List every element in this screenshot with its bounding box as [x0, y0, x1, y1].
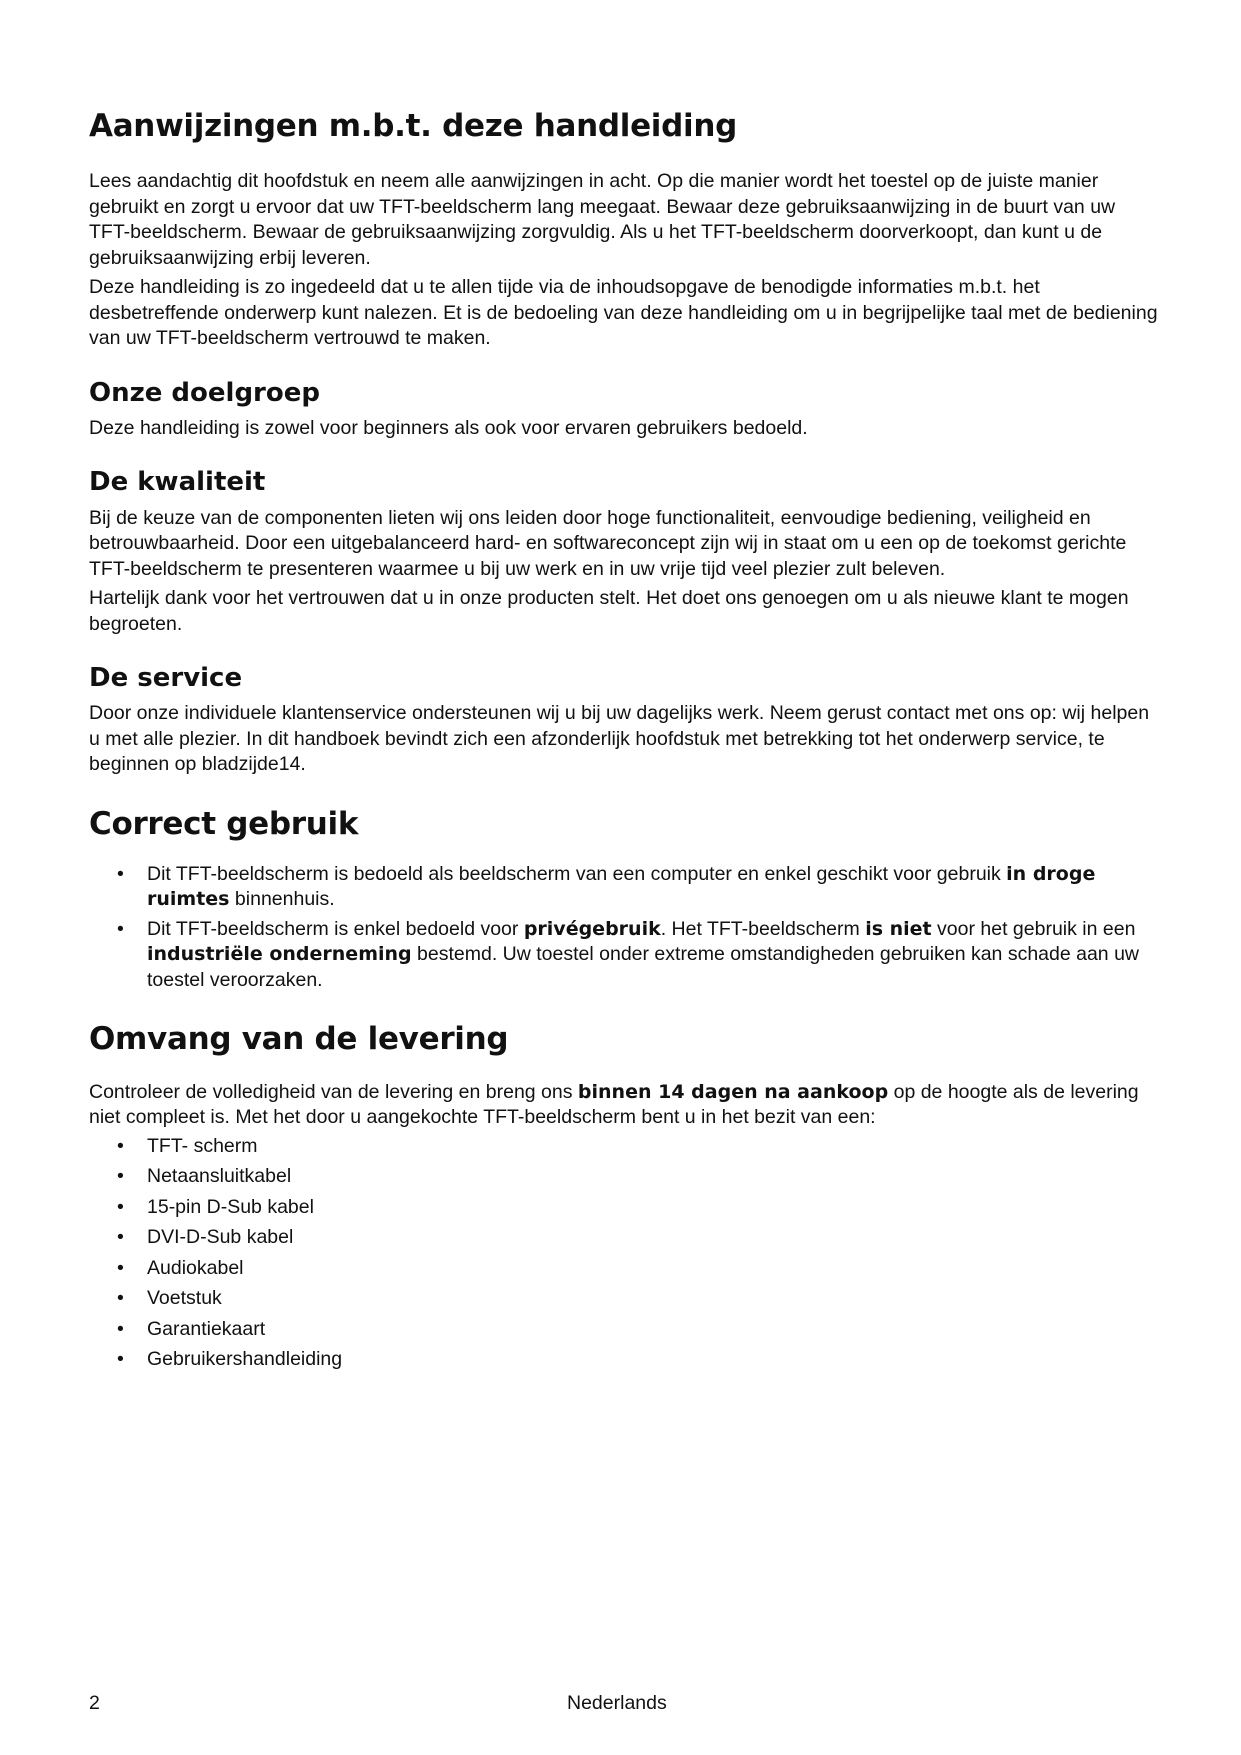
- heading-service: De service: [89, 663, 243, 694]
- page-number: 2: [89, 1692, 100, 1714]
- paragraph: Deze handleiding is zo ingedeeld dat u te allen tijde via de inhoudsopgave de benodigde informaties m.b.t. het desbetreffende onderwerp kunt nalezen. Et is de bedoeling van deze handleiding om u in begrijpelijke taal met de bediening van uw TFT-beeldscherm vertrouwd te maken.: [89, 276, 1158, 350]
- bullet-icon: •: [117, 1317, 124, 1340]
- footer-language: Nederlands: [567, 1692, 667, 1714]
- paragraph: Door onze individuele klantenservice ondersteunen wij u bij uw dagelijks werk. Neem gerust contact met ons op: wij helpen u met alle plezier. In dit handboek bevindt zich een afzonderlijk hoofdstuk met betrekking tot het onderwerp service, te beginnen op bladzijde14.: [89, 702, 1150, 776]
- list-item: • 15-pin D-Sub kabel: [89, 1195, 1159, 1221]
- paragraph: Controleer de volledigheid van de levering en breng ons binnen 14 dagen na aankoop op de hoogte als de levering niet compleet is. Met het door u aangekochte TFT-beeldscherm bent u in het bezit van een:: [89, 1080, 1139, 1129]
- paragraph: Deze handleiding is zowel voor beginners als ook voor ervaren gebruikers bedoeld.: [89, 416, 808, 439]
- bullet-icon: •: [117, 1287, 124, 1310]
- heading-aanwijzingen: Aanwijzingen m.b.t. deze handleiding: [89, 108, 737, 144]
- list-item: • Audiokabel: [89, 1256, 1159, 1282]
- heading-kwaliteit: De kwaliteit: [89, 467, 266, 498]
- heading-levering: Omvang van de levering: [89, 1021, 509, 1058]
- document-page: [89, 108, 1159, 1378]
- list-item: • Netaansluitkabel: [89, 1164, 1159, 1190]
- paragraph: Hartelijk dank voor het vertrouwen dat u in onze producten stelt. Het doet ons genoegen om u als nieuwe klant te mogen begroeten.: [89, 587, 1129, 635]
- list-item: • Dit TFT-beeldscherm is enkel bedoeld voor privégebruik. Het TFT-beeldscherm is niet voor het gebruik in een industriële onderneming bestemd. Uw toestel onder extreme omstandigheden gebruiken kan schade aan uw toestel veroorzaken.: [117, 917, 1139, 991]
- bullet-icon: •: [117, 1134, 124, 1157]
- list-item: • TFT- scherm: [89, 1134, 1159, 1160]
- bullet-icon: •: [117, 1256, 124, 1279]
- list-item: • Gebruikershandleiding: [89, 1347, 1159, 1373]
- bullet-icon: •: [117, 1165, 124, 1188]
- bullet-icon: •: [117, 1226, 124, 1249]
- levering-list: [89, 1134, 1159, 1373]
- paragraph: Bij de keuze van de componenten lieten wij ons leiden door hoge functionaliteit, eenvoudige bediening, veiligheid en betrouwbaarheid. Door een uitgebalanceerd hard- en softwareconcept zijn wij in staat om u een op de toekomst gerichte TFT-beeldscherm te presenteren waarmee u bij uw werk en in uw vrije tijd veel plezier zult beleven.: [89, 506, 1127, 580]
- list-item: • Garantiekaart: [89, 1317, 1159, 1343]
- heading-doelgroep: Onze doelgroep: [89, 377, 320, 408]
- bullet-icon: •: [117, 917, 124, 940]
- bullet-icon: •: [117, 1195, 124, 1218]
- bullet-icon: •: [117, 1348, 124, 1371]
- paragraph: Lees aandachtig dit hoofdstuk en neem alle aanwijzingen in acht. Op die manier wordt het toestel op de juiste manier gebruikt en zorgt u ervoor dat uw TFT-beeldscherm lang meegaat. Bewaar deze gebruiksaanwijzing in de buurt van uw TFT-beeldscherm. Bewaar de gebruiksaanwijzing zorgvuldig. Als u het TFT-beeldscherm doorverkoopt, dan kunt u de gebruiksaanwijzing erbij leveren.: [89, 170, 1116, 269]
- list-item: • Voetstuk: [89, 1286, 1159, 1312]
- correct-gebruik-list: [89, 862, 1159, 994]
- list-item: • Dit TFT-beeldscherm is bedoeld als beeldscherm van een computer en enkel geschikt voor gebruik in droge ruimtes binnenhuis.: [117, 862, 1096, 911]
- list-item: • DVI-D-Sub kabel: [89, 1225, 1159, 1251]
- heading-correct-gebruik: Correct gebruik: [89, 805, 359, 842]
- bullet-icon: •: [117, 862, 124, 885]
